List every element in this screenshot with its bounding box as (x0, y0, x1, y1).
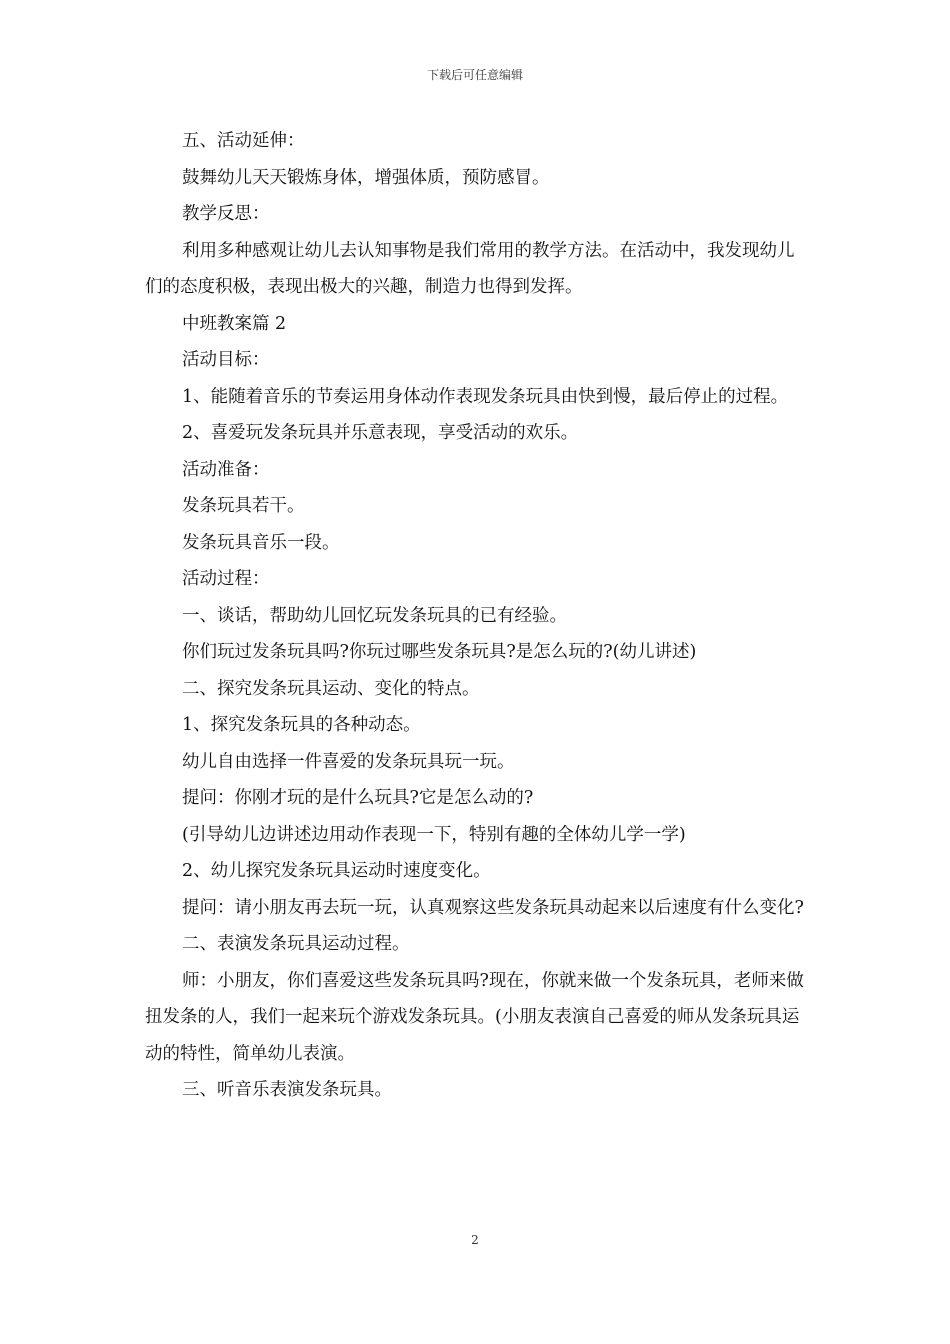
paragraph: 二、探究发条玩具运动、变化的特点。 (182, 678, 480, 699)
paragraph: 提问：你刚才玩的是什么玩具?它是怎么动的? (182, 788, 534, 808)
paragraph: 三、听音乐表演发条玩具。 (182, 1080, 392, 1100)
paragraph: 幼儿自由选择一件喜爱的发条玩具玩一玩。 (182, 751, 515, 772)
paragraph: 你们玩过发条玩具吗?你玩过哪些发条玩具?是怎么玩的?(幼儿讲述) (182, 642, 697, 662)
paragraph: 二、表演发条玩具运动过程。 (182, 934, 410, 954)
paragraph: 鼓舞幼儿天天锻炼身体，增强体质，预防感冒。 (182, 167, 550, 188)
paragraph: (引导幼儿边讲述边用动作表现一下，特别有趣的全体幼儿学一学) (182, 824, 686, 845)
paragraph: 活动准备： (182, 459, 270, 480)
paragraph: 1、探究发条玩具的各种动态。 (182, 715, 421, 735)
paragraph: 活动过程： (182, 569, 270, 589)
paragraph: 1、能随着音乐的节奏运用身体动作表现发条玩具由快到慢，最后停止的过程。 (182, 386, 789, 407)
paragraph: 活动目标： (182, 350, 270, 370)
page-number: 2 (471, 1233, 479, 1247)
paragraph: 提问：请小朋友再去玩一玩，认真观察这些发条玩具动起来以后速度有什么变化? (182, 897, 804, 918)
paragraph: 2、喜爱玩发条玩具并乐意表现，享受活动的欢乐。 (182, 423, 579, 443)
section-heading: 中班教案篇 2 (182, 313, 287, 334)
paragraph: 发条玩具音乐一段。 (182, 532, 340, 553)
paragraph: 师：小朋友，你们喜爱这些发条玩具吗?现在，你就来做一个发条玩具，老师来做扭发条的人，我们一起来玩个游戏发条玩具。(小朋友表演自己喜爱的师从发条玩具运动的特性，简单幼儿表演。 (145, 970, 804, 1064)
paragraph: 一、谈话，帮助幼儿回忆玩发条玩具的已有经验。 (182, 605, 567, 626)
paragraph: 2、幼儿探究发条玩具运动时速度变化。 (182, 861, 491, 881)
paragraph: 利用多种感观让幼儿去认知事物是我们常用的教学方法。在活动中，我发现幼儿们的态度积极，表现出极大的兴趣，制造力也得到发挥。 (145, 240, 795, 297)
paragraph: 发条玩具若干。 (182, 496, 305, 516)
page-header: 下载后可任意编辑 (426, 68, 523, 82)
paragraph: 教学反思： (182, 204, 270, 224)
document-body (145, 123, 810, 1109)
paragraph: 五、活动延伸： (182, 131, 305, 151)
